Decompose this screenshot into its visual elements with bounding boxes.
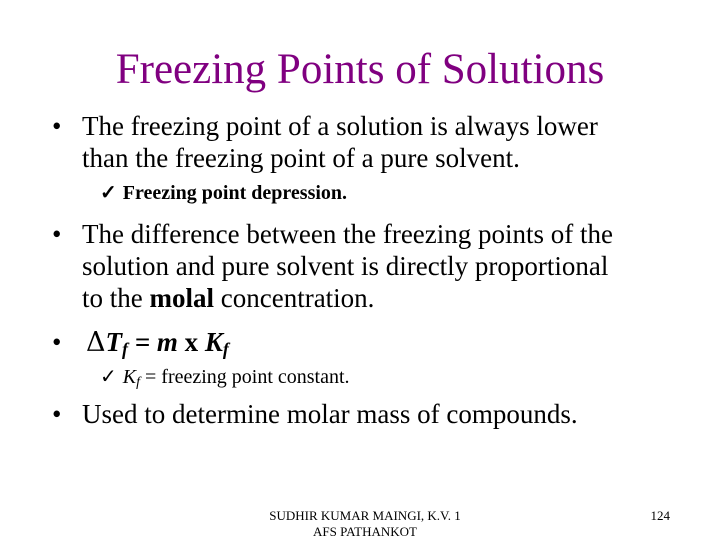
bullet-molar-mass	[52, 398, 672, 430]
footer-author: SUDHIR KUMAR MAINGI, K.V. 1 AFS PATHANKOT	[269, 508, 461, 539]
bullet-dot-icon: •	[52, 399, 62, 429]
bullet-dot-icon: •	[52, 219, 62, 249]
bullet-text: Used to determine molar mass of compounds.	[82, 399, 578, 429]
bullet-dot-icon: •	[52, 327, 62, 357]
bullet-difference-proportional	[52, 218, 672, 314]
subpoint-kf-definition: ✓ Kf = freezing point constant.	[100, 366, 350, 390]
bullet-formula	[52, 326, 672, 365]
checkmark-icon: ✓	[100, 182, 117, 204]
bullet-text: The difference between the freezing points of the solution and pure solvent is directly proportional to the molal concentration.	[82, 219, 614, 313]
checkmark-icon: ✓	[100, 366, 117, 388]
slide-title: Freezing Points of Solutions	[115, 46, 605, 93]
bullet-freezing-point-lower	[52, 110, 672, 174]
bullet-dot-icon: •	[52, 111, 62, 141]
page-number: 124	[650, 508, 670, 523]
freezing-point-formula: ΔTf = m x Kf	[86, 327, 229, 359]
bold-term-molal: molal	[149, 283, 214, 313]
subpoint-freezing-point-depression: ✓ Freezing point depression.	[100, 182, 348, 204]
bullet-text: The freezing point of a solution is always lower than the freezing point of a pure solvent.	[82, 111, 598, 173]
